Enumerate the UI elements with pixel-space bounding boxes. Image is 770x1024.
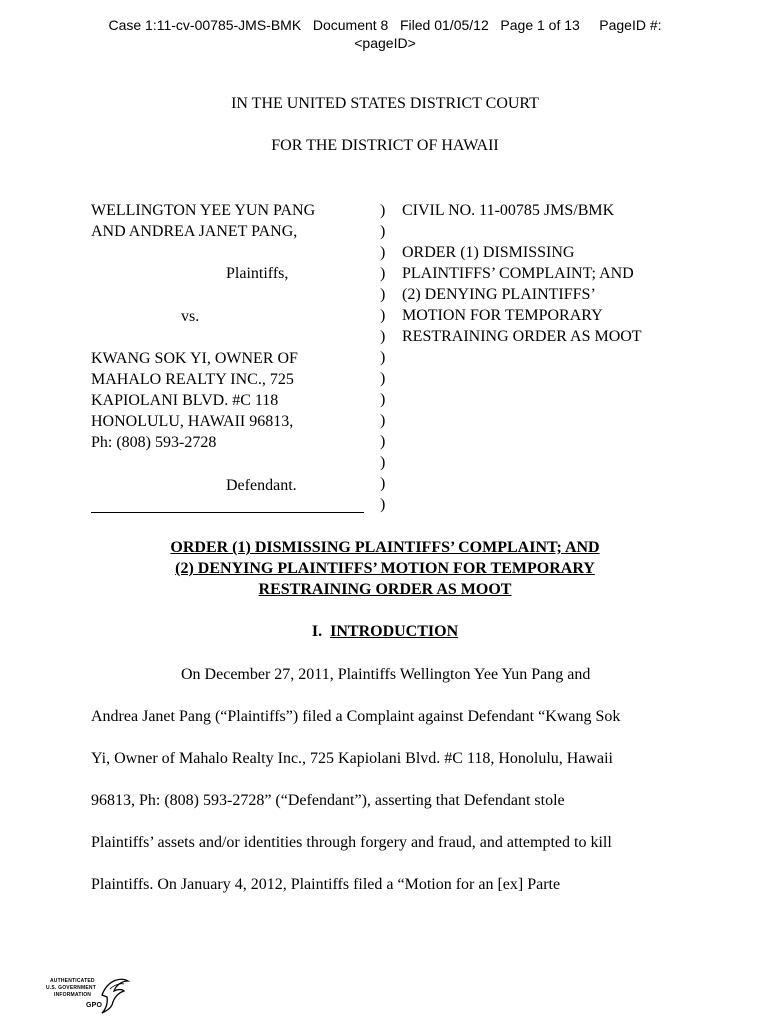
caption-paren: ) xyxy=(380,349,386,366)
gpo-logo-text: INFORMATION xyxy=(54,992,92,998)
caption-paren: ) xyxy=(380,328,386,345)
defendant-phone: Ph: (808) 593-2728 xyxy=(91,434,217,451)
versus-label: vs. xyxy=(181,308,200,325)
body-line-6: Plaintiffs. On January 4, 2012, Plaintiffs filed a “Motion for an [ex] Parte xyxy=(91,876,561,893)
caption-paren: ) xyxy=(380,370,386,387)
body-line-4: 96813, Ph: (808) 593-2728” (“Defendant”), asserting that Defendant stole xyxy=(91,792,565,809)
civil-case-number: CIVIL NO. 11-00785 JMS/BMK xyxy=(402,202,615,219)
court-district: FOR THE DISTRICT OF HAWAII xyxy=(271,137,499,154)
order-title-line3: RESTRAINING ORDER AS MOOT xyxy=(258,581,512,598)
order-title-line1: ORDER (1) DISMISSING PLAINTIFFS’ COMPLAINT; AND xyxy=(170,539,600,556)
page-id-placeholder: <pageID> xyxy=(354,35,416,51)
body-line-3: Yi, Owner of Mahalo Realty Inc., 725 Kapiolani Blvd. #C 118, Honolulu, Hawaii xyxy=(91,750,613,767)
section-number: I. xyxy=(311,623,323,640)
order-caption-line1: ORDER (1) DISMISSING xyxy=(402,244,575,261)
order-caption-line4: MOTION FOR TEMPORARY xyxy=(402,307,603,324)
defendant-name-line2: MAHALO REALTY INC., 725 xyxy=(91,371,294,388)
plaintiff-name-line2: AND ANDREA JANET PANG, xyxy=(91,223,298,240)
case-header: Case 1:11-cv-00785-JMS-BMK Document 8 Filed 01/05/12 Page 1 of 13 PageID #: xyxy=(108,17,662,33)
caption-paren: ) xyxy=(380,265,386,282)
caption-paren: ) xyxy=(380,307,386,324)
gpo-authenticated-logo xyxy=(46,975,130,1015)
gpo-logo-text: AUTHENTICATED xyxy=(50,978,95,984)
caption-paren: ) xyxy=(380,286,386,303)
body-line-1: On December 27, 2011, Plaintiffs Wellington Yee Yun Pang and xyxy=(181,666,591,683)
defendant-name-line4: HONOLULU, HAWAII 96813, xyxy=(91,413,294,430)
caption-paren: ) xyxy=(380,454,386,471)
defendant-name-line1: KWANG SOK YI, OWNER OF xyxy=(91,350,298,367)
gpo-logo-text: GPO xyxy=(86,1002,103,1009)
caption-divider xyxy=(91,512,364,513)
order-title-line2: (2) DENYING PLAINTIFFS’ MOTION FOR TEMPORARY xyxy=(175,560,595,577)
caption-paren: ) xyxy=(380,391,386,408)
plaintiffs-label: Plaintiffs, xyxy=(226,265,289,282)
order-caption-line3: (2) DENYING PLAINTIFFS’ xyxy=(402,286,596,303)
caption-paren: ) xyxy=(380,433,386,450)
body-line-2: Andrea Janet Pang (“Plaintiffs”) filed a Complaint against Defendant “Kwang Sok xyxy=(91,708,621,725)
court-name: IN THE UNITED STATES DISTRICT COURT xyxy=(231,95,539,112)
defendant-label: Defendant. xyxy=(226,477,297,494)
plaintiff-name-line1: WELLINGTON YEE YUN PANG xyxy=(91,202,316,219)
caption-paren: ) xyxy=(380,412,386,429)
section-heading xyxy=(0,623,770,641)
caption-paren: ) xyxy=(380,496,386,513)
section-title: INTRODUCTION xyxy=(330,623,459,640)
order-caption-line2: PLAINTIFFS’ COMPLAINT; AND xyxy=(402,265,634,282)
eagle-icon xyxy=(98,975,130,1015)
order-caption-line5: RESTRAINING ORDER AS MOOT xyxy=(402,328,642,345)
caption-paren: ) xyxy=(380,223,386,240)
gpo-logo-text: U.S. GOVERNMENT xyxy=(46,985,96,991)
caption-paren: ) xyxy=(380,475,386,492)
caption-paren: ) xyxy=(380,202,386,219)
body-line-5: Plaintiffs’ assets and/or identities through forgery and fraud, and attempted to kill xyxy=(91,834,612,851)
defendant-name-line3: KAPIOLANI BLVD. #C 118 xyxy=(91,392,279,409)
caption-paren: ) xyxy=(380,244,386,261)
